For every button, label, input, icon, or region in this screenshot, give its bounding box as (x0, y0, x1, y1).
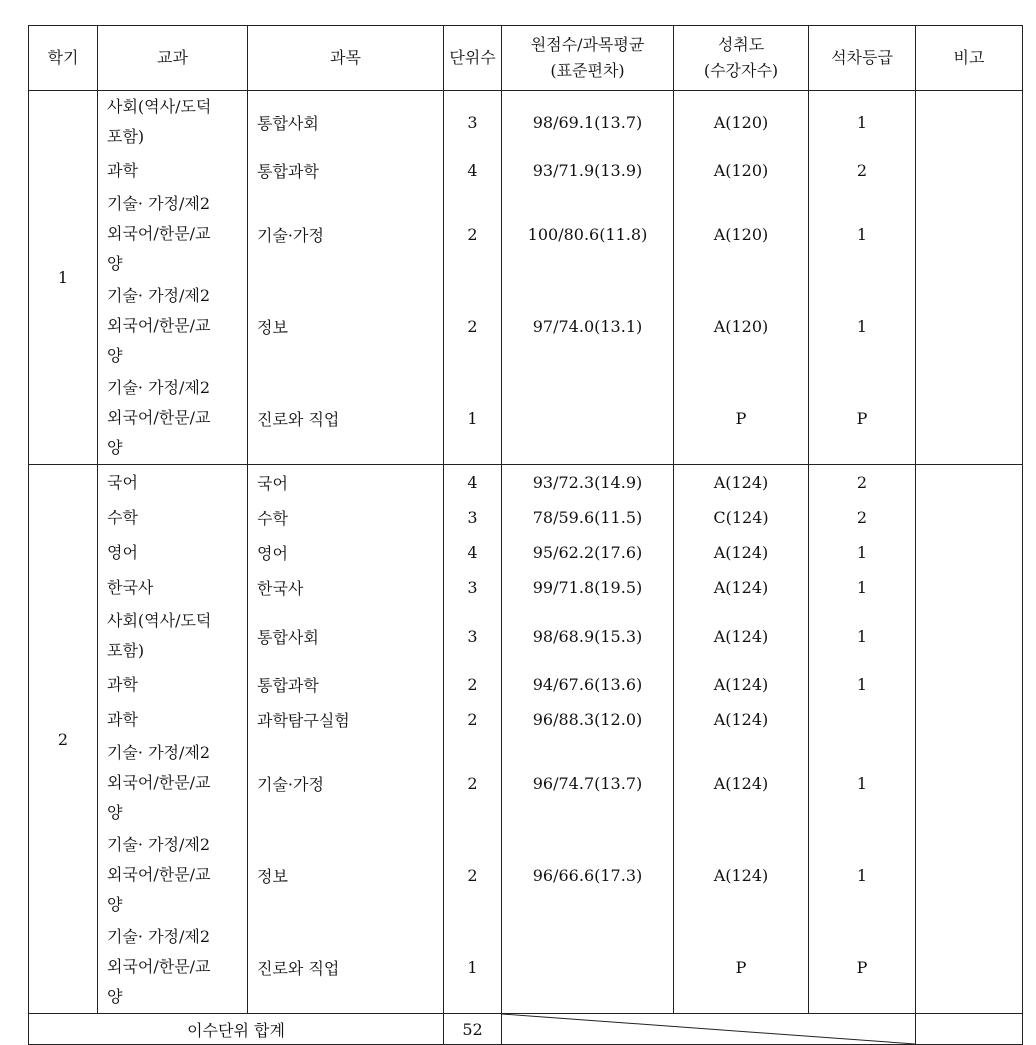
units-cell: 3 (444, 605, 502, 667)
total-row (29, 1014, 1023, 1045)
semester-cell: 1 (29, 91, 98, 465)
subject-group-line: 수학 (107, 507, 138, 527)
table-row (29, 605, 1023, 667)
subject-group-line: 양 (107, 803, 123, 822)
subject-group-cell (98, 921, 248, 1014)
score-cell: 96/74.7(13.7) (502, 737, 674, 829)
subject-group-line: 양 (107, 438, 123, 457)
header-score (502, 26, 674, 91)
score-cell: 98/69.1(13.7) (502, 91, 674, 154)
header-units: 단위수 (444, 26, 502, 91)
total-label: 이수단위 합계 (29, 1014, 444, 1045)
subject-group-line: 외국어/한문/교 (107, 408, 211, 427)
score-cell: 78/59.6(11.5) (502, 500, 674, 535)
subject-group-cell (98, 188, 248, 280)
course-cell: 수학 (248, 500, 444, 535)
course-cell: 기술·가정 (248, 737, 444, 829)
course-cell: 통합과학 (248, 667, 444, 702)
units-cell: 2 (444, 667, 502, 702)
rank-cell: 1 (809, 737, 916, 829)
header-score-line2: (표준편차) (550, 61, 625, 80)
units-cell: 2 (444, 702, 502, 737)
achievement-cell: P (674, 921, 809, 1014)
course-cell: 통합사회 (248, 605, 444, 667)
units-cell: 1 (444, 372, 502, 465)
header-course: 과목 (248, 26, 444, 91)
subject-group-line: 외국어/한문/교 (107, 316, 211, 335)
table-row (29, 535, 1023, 570)
subject-group-line: 외국어/한문/교 (107, 773, 211, 792)
subject-group-line: 기술· 가정/제2 (107, 378, 211, 397)
header-score-line1: 원점수/과목평균 (530, 35, 645, 54)
subject-group-cell (98, 737, 248, 829)
rank-cell: 1 (809, 280, 916, 372)
units-cell: 2 (444, 280, 502, 372)
subject-group-line: 외국어/한문/교 (107, 865, 211, 884)
table-row (29, 829, 1023, 921)
achievement-cell: C(124) (674, 500, 809, 535)
achievement-cell: A(124) (674, 667, 809, 702)
units-cell: 2 (444, 829, 502, 921)
rank-cell: 1 (809, 605, 916, 667)
header-achievement (674, 26, 809, 91)
subject-group-line: 과학 (107, 674, 138, 694)
score-cell: 93/72.3(14.9) (502, 465, 674, 501)
rank-cell: 1 (809, 667, 916, 702)
achievement-cell: A(124) (674, 465, 809, 501)
units-cell: 4 (444, 535, 502, 570)
subject-group-cell (98, 535, 248, 570)
table-row (29, 570, 1023, 605)
subject-group-line: 기술· 가정/제2 (107, 927, 211, 946)
score-cell: 93/71.9(13.9) (502, 153, 674, 188)
achievement-cell: A(124) (674, 829, 809, 921)
subject-group-cell (98, 465, 248, 501)
score-cell: 98/68.9(15.3) (502, 605, 674, 667)
subject-group-line: 양 (107, 895, 123, 914)
table-row (29, 188, 1023, 280)
units-cell: 3 (444, 91, 502, 154)
subject-group-line: 사회(역사/도덕 (107, 97, 212, 116)
score-cell: 100/80.6(11.8) (502, 188, 674, 280)
course-cell: 정보 (248, 829, 444, 921)
rank-cell: 1 (809, 829, 916, 921)
score-cell: 94/67.6(13.6) (502, 667, 674, 702)
rank-cell: 1 (809, 91, 916, 154)
units-cell: 4 (444, 153, 502, 188)
table-row (29, 702, 1023, 737)
table-row (29, 280, 1023, 372)
table-row (29, 667, 1023, 702)
course-cell: 국어 (248, 465, 444, 501)
course-cell: 영어 (248, 535, 444, 570)
units-cell: 3 (444, 500, 502, 535)
units-cell: 3 (444, 570, 502, 605)
subject-group-line: 과학 (107, 160, 138, 180)
subject-group-cell (98, 500, 248, 535)
achievement-cell: A(124) (674, 737, 809, 829)
subject-group-line: 한국사 (107, 577, 154, 597)
subject-group-cell (98, 829, 248, 921)
achievement-cell: A(124) (674, 570, 809, 605)
subject-group-line: 기술· 가정/제2 (107, 286, 211, 305)
achievement-cell: A(120) (674, 91, 809, 154)
note-cell (916, 91, 1023, 465)
course-cell: 통합사회 (248, 91, 444, 154)
subject-group-cell (98, 91, 248, 154)
rank-cell: 1 (809, 535, 916, 570)
units-cell: 2 (444, 188, 502, 280)
achievement-cell: A(124) (674, 702, 809, 737)
course-cell: 통합과학 (248, 153, 444, 188)
subject-group-line: 기술· 가정/제2 (107, 743, 211, 762)
header-row (29, 26, 1023, 91)
rank-cell: P (809, 921, 916, 1014)
subject-group-line: 외국어/한문/교 (107, 957, 211, 976)
semester-cell: 2 (29, 465, 98, 1014)
table-row (29, 921, 1023, 1014)
achievement-cell: P (674, 372, 809, 465)
subject-group-line: 과학 (107, 709, 138, 729)
achievement-cell: A(120) (674, 280, 809, 372)
achievement-cell: A(120) (674, 153, 809, 188)
total-units: 52 (444, 1014, 502, 1045)
score-cell (502, 921, 674, 1014)
subject-group-cell (98, 280, 248, 372)
subject-group-cell (98, 667, 248, 702)
course-cell: 기술·가정 (248, 188, 444, 280)
course-cell: 과학탐구실험 (248, 702, 444, 737)
achievement-cell: A(120) (674, 188, 809, 280)
subject-group-line: 포함) (107, 127, 145, 146)
score-cell: 96/88.3(12.0) (502, 702, 674, 737)
subject-group-line: 양 (107, 254, 123, 273)
total-note (916, 1014, 1023, 1045)
rank-cell: 2 (809, 465, 916, 501)
header-semester: 학기 (29, 26, 98, 91)
rank-cell (809, 702, 916, 737)
subject-group-line: 양 (107, 987, 123, 1006)
header-rank: 석차등급 (809, 26, 916, 91)
subject-group-line: 기술· 가정/제2 (107, 835, 211, 854)
subject-group-cell (98, 570, 248, 605)
table-row (29, 372, 1023, 465)
units-cell: 1 (444, 921, 502, 1014)
rank-cell: 2 (809, 500, 916, 535)
subject-group-line: 사회(역사/도덕 (107, 611, 212, 630)
score-cell (502, 372, 674, 465)
achievement-cell: A(124) (674, 535, 809, 570)
subject-group-line: 양 (107, 346, 123, 365)
subject-group-line: 포함) (107, 641, 145, 660)
grades-table (28, 25, 1023, 1045)
course-cell: 진로와 직업 (248, 372, 444, 465)
note-cell (916, 465, 1023, 1014)
rank-cell: P (809, 372, 916, 465)
units-cell: 4 (444, 465, 502, 501)
table-row (29, 500, 1023, 535)
course-cell: 한국사 (248, 570, 444, 605)
achievement-cell: A(124) (674, 605, 809, 667)
score-cell: 96/66.6(17.3) (502, 829, 674, 921)
subject-group-cell (98, 605, 248, 667)
total-diagonal-cell (502, 1014, 916, 1045)
subject-group-line: 영어 (107, 542, 138, 562)
table-row (29, 91, 1023, 154)
subject-group-line: 기술· 가정/제2 (107, 194, 211, 213)
score-cell: 95/62.2(17.6) (502, 535, 674, 570)
subject-group-cell (98, 702, 248, 737)
subject-group-line: 외국어/한문/교 (107, 224, 211, 243)
table-row (29, 465, 1023, 501)
header-note: 비고 (916, 26, 1023, 91)
table-row (29, 737, 1023, 829)
course-cell: 정보 (248, 280, 444, 372)
subject-group-cell (98, 372, 248, 465)
score-cell: 97/74.0(13.1) (502, 280, 674, 372)
subject-group-cell (98, 153, 248, 188)
grades-body (29, 91, 1023, 1014)
rank-cell: 2 (809, 153, 916, 188)
course-cell: 진로와 직업 (248, 921, 444, 1014)
subject-group-line: 국어 (107, 472, 138, 492)
units-cell: 2 (444, 737, 502, 829)
table-row (29, 153, 1023, 188)
header-achievement-line1: 성취도 (717, 35, 765, 54)
rank-cell: 1 (809, 188, 916, 280)
header-achievement-line2: (수강자수) (703, 61, 779, 80)
rank-cell: 1 (809, 570, 916, 605)
score-cell: 99/71.8(19.5) (502, 570, 674, 605)
header-subject-group: 교과 (98, 26, 248, 91)
diagonal-line (502, 1014, 915, 1044)
